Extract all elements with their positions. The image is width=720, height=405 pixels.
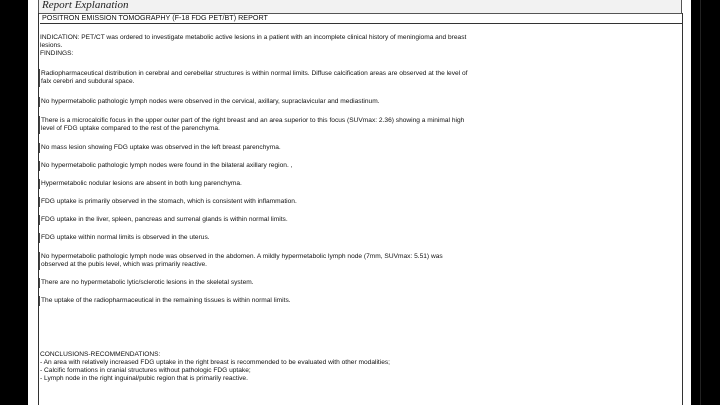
finding-text: FDG uptake within normal limits is observed in the uterus. (41, 234, 210, 241)
finding-text: No mass lesion showing FDG uptake was observed in the left breast parenchyma. (41, 144, 281, 151)
indication-line: INDICATION: PET/CT was ordered to investigate metabolic active lesions in a patient with an incomplete clinical history of meningioma and breast (40, 34, 467, 41)
report-explanation-header (38, 0, 682, 14)
finding-item (40, 198, 681, 206)
page-edge (700, 0, 701, 405)
finding-text: FDG uptake is primarily observed in the stomach, which is consistent with inflammation. (41, 198, 297, 205)
finding-item (40, 216, 681, 224)
report-title: POSITRON EMISSION TOMOGRAPHY (F-18 FDG PET/BT) REPORT (40, 13, 683, 24)
conclusion-item: - Lymph node in the right inguinal/pubic region that is primarily reactive. (40, 375, 248, 382)
finding-text: No hypermetabolic pathologic lymph nodes were found in the bilateral axillary region. , (41, 162, 293, 169)
finding-text: No hypermetabolic pathologic lymph nodes were observed in the cervical, axillary, supraclavicular and mediastinum. (41, 98, 380, 105)
finding-text: The uptake of the radiopharmaceutical in the remaining tissues is within normal limits. (41, 297, 291, 304)
finding-item (40, 279, 681, 287)
report-page (28, 0, 691, 405)
findings-label: FINDINGS: (40, 50, 74, 57)
finding-item (40, 117, 681, 133)
finding-item (40, 253, 681, 269)
finding-item (40, 180, 681, 188)
finding-text: observed at the pubis level, which was primarily reactive. (41, 261, 208, 268)
finding-item (40, 234, 681, 242)
finding-item (40, 98, 681, 106)
header-title: Report Explanation (42, 0, 129, 11)
indication-line: lesions. (40, 42, 63, 49)
finding-text: falx cerebri and subdural space. (41, 78, 135, 85)
conclusion-item: - Calcific formations in cranial structures without pathologic FDG uptake; (40, 367, 251, 374)
finding-item (40, 70, 681, 86)
finding-text: No hypermetabolic pathologic lymph node was observed in the abdomen. A mildly hypermetabolic lymph node (7mm, SUVmax: 5.51) was (41, 253, 443, 260)
conclusions (40, 351, 680, 383)
indication (40, 34, 680, 58)
finding-text: Hypermetabolic nodular lesions are absent in both lung parenchyma. (41, 180, 242, 187)
finding-text: level of FDG uptake compared to the rest of the parenchyma. (41, 125, 220, 132)
conclusions-label: CONCLUSIONS-RECOMMENDATIONS: (40, 351, 161, 358)
finding-text: There is a microcalcific focus in the upper outer part of the right breast and an area superior to this focus (SUVmax: 2.36) showing a minimal high (41, 117, 465, 124)
finding-item (40, 162, 681, 170)
finding-item (40, 297, 681, 305)
finding-item (40, 144, 681, 152)
finding-text: FDG uptake in the liver, spleen, pancreas and surrenal glands is within normal limits. (41, 216, 288, 223)
finding-text: Radiopharmaceutical distribution in cerebral and cerebellar structures is within normal limits. Diffuse calcification areas are observed at the level of (41, 70, 468, 77)
conclusion-item: - An area with relatively increased FDG uptake in the right breast is recommended to be evaluated with other modalities; (40, 359, 391, 366)
finding-text: There are no hypermetabolic lytic/sclerotic lesions in the skeletal system. (41, 279, 254, 286)
